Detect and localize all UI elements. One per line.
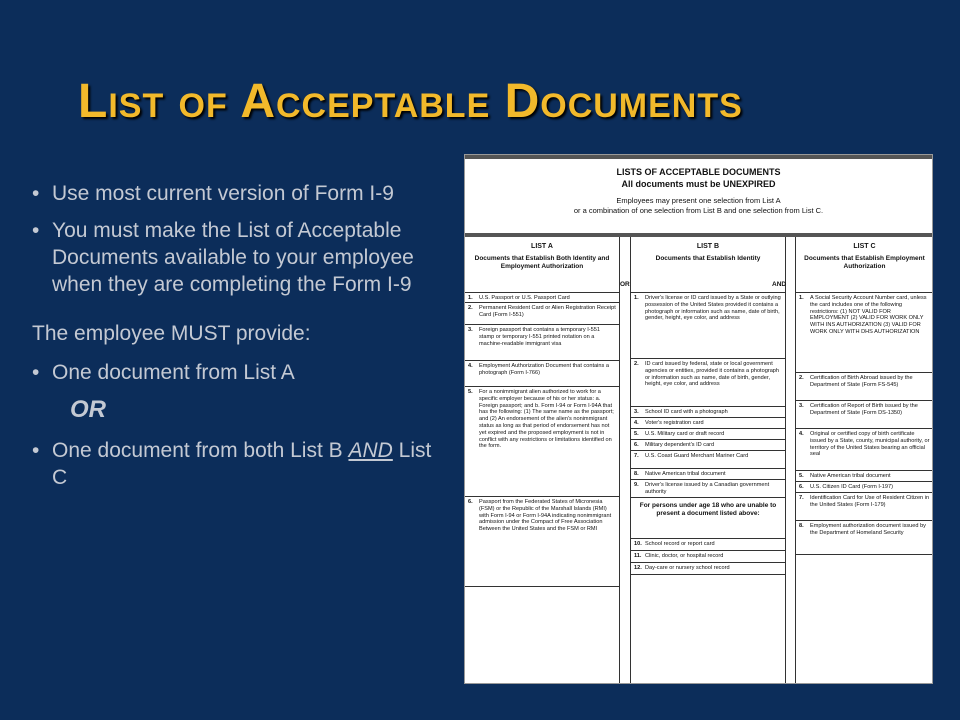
row-number: 6. (634, 442, 639, 448)
list-row (631, 359, 785, 407)
row-number: 4. (634, 420, 639, 426)
list-row (465, 497, 619, 587)
list-row (465, 293, 619, 303)
row-number: 4. (799, 431, 804, 437)
row-text: Driver's license issued by a Canadian government authority (645, 482, 770, 495)
list-b-desc: Documents that Establish Identity (655, 255, 761, 262)
row-text: U.S. Coast Guard Merchant Mariner Card (645, 453, 749, 459)
list-row (796, 401, 933, 429)
list-b-column (630, 237, 786, 683)
list-row (465, 303, 619, 325)
bullet-item (32, 359, 432, 386)
row-text: School ID card with a photograph (645, 409, 728, 415)
bullet-dot: • (32, 219, 40, 242)
row-number: 6. (799, 484, 804, 490)
row-text: Identification Card for Use of Resident Citizen in the United States (Form I-179) (810, 495, 930, 508)
row-text: Permanent Resident Card or Alien Registration Receipt Card (Form I-551) (479, 305, 616, 318)
row-number: 2. (634, 361, 639, 367)
row-text: Voter's registration card (645, 420, 704, 426)
list-c-column (795, 237, 933, 683)
slide-title: List of Acceptable Documents (78, 75, 743, 128)
row-number: 3. (799, 403, 804, 409)
form-instructions-2: or a combination of one selection from List B and one selection from List C. (573, 206, 824, 215)
and-emphasis: AND (348, 439, 393, 462)
and-separator: AND (772, 281, 787, 288)
row-text: Clinic, doctor, or hospital record (645, 553, 724, 559)
list-row (796, 429, 933, 471)
row-number: 2. (468, 305, 473, 311)
list-row (631, 429, 785, 440)
list-row (796, 471, 933, 482)
bullet-text: One document from List A (52, 361, 295, 384)
row-number: 5. (468, 389, 473, 395)
row-text: Driver's license or ID card issued by a State or outlying possession of the United States provided it contains a photograph or information such as name, date of birth, gender, height, eye color, and address (645, 295, 781, 322)
row-number: 3. (634, 409, 639, 415)
or-text: OR (70, 396, 106, 423)
row-number: 7. (799, 495, 804, 501)
list-a-name: LIST A (531, 243, 553, 250)
row-text: School record or report card (645, 541, 715, 547)
row-text: Certification of Birth Abroad issued by the Department of State (Form FS-545) (810, 375, 913, 388)
list-row (631, 563, 785, 575)
list-row (796, 293, 933, 373)
row-number: 4. (468, 363, 473, 369)
list-row (465, 387, 619, 497)
bullet-dot: • (32, 439, 40, 462)
row-number: 1. (799, 295, 804, 301)
row-number: 1. (634, 295, 639, 301)
list-a-header (465, 237, 619, 293)
bullet-text-prefix: One document from both List B (52, 439, 349, 462)
list-row (796, 521, 933, 555)
bullet-item (32, 217, 432, 298)
form-header-subtitle: All documents must be UNEXPIRED (621, 179, 776, 189)
list-row (631, 469, 785, 480)
form-top-bar (465, 155, 932, 159)
list-b-name: LIST B (696, 243, 720, 250)
list-b-header (631, 237, 785, 293)
row-text: For a nonimmigrant alien authorized to work for a specific employer because of his or her status: a. Foreign passport; and b. Form I-94 or Form I-94A that has the following: (1) The same name as the passport; and (2) An endorsement of the alien's nonimmigrant status as long as that period of endorsement has not yet expired and the proposed employment is not in conflict with any restrictions or limitations identified on the form. (479, 389, 614, 450)
row-text: Passport from the Federated States of Micronesia (FSM) or the Republic of the Marshall Islands (RMI) with Form I-94 or Form I-94A indicating nonimmigrant admission under the Compact of Free Association Between the United States and the FSM or RMI (479, 499, 612, 533)
bullet-item (32, 437, 432, 491)
list-row (631, 407, 785, 418)
list-row (631, 451, 785, 469)
bullet-dot: • (32, 182, 40, 205)
row-number: 8. (634, 471, 639, 477)
list-row (631, 539, 785, 551)
row-text: Native American tribal document (810, 473, 891, 479)
row-text: U.S. Citizen ID Card (Form I-197) (810, 484, 893, 490)
list-a-desc: Documents that Establish Both Identity and Employment Authorization (474, 255, 610, 270)
row-number: 5. (799, 473, 804, 479)
row-number: 1. (468, 295, 473, 301)
row-number: 7. (634, 453, 639, 459)
bullet-text: You must make the List of Acceptable Documents available to your employee when they are completing the Form I-9 (52, 219, 414, 296)
list-c-header (796, 237, 933, 293)
bullet-text: Use most current version of Form I-9 (52, 182, 394, 205)
form-instructions-1: Employees may present one selection from List A (616, 196, 781, 205)
list-row (631, 293, 785, 359)
form-header-title: LISTS OF ACCEPTABLE DOCUMENTS (616, 167, 781, 177)
row-number: 12. (634, 565, 642, 571)
row-number: 3. (468, 327, 473, 333)
row-number: 11. (634, 553, 642, 559)
i9-lists-image (464, 154, 933, 684)
list-b-items (631, 293, 785, 575)
row-text: U.S. Passport or U.S. Passport Card (479, 295, 570, 301)
row-text: U.S. Military card or draft record (645, 431, 725, 437)
minor-note: For persons under age 18 who are unable to present a document listed above: (631, 498, 785, 539)
row-text: Certification of Report of Birth issued by the Department of State (Form DS-1350) (810, 403, 918, 416)
list-row (796, 482, 933, 493)
list-row (631, 418, 785, 429)
row-number: 6. (468, 499, 473, 505)
list-row (465, 325, 619, 361)
row-number: 9. (634, 482, 639, 488)
bullet-dot: • (32, 361, 40, 384)
row-text: ID card issued by federal, state or local government agencies or entities, provided it contains a photograph or information such as name, date of birth, gender, height, eye color, and address (645, 361, 780, 388)
list-row (631, 480, 785, 498)
list-row (465, 361, 619, 387)
row-text: Day-care or nursery school record (645, 565, 730, 571)
row-text: Employment Authorization Document that contains a photograph (Form I-766) (479, 363, 609, 376)
list-row (631, 440, 785, 451)
row-text: Native American tribal document (645, 471, 726, 477)
row-text: A Social Security Account Number card, unless the card includes one of the following restrictions: (1) NOT VALID FOR EMPLOYMENT (2) VALID FOR WORK ONLY WITH INS AUTHORIZATION (3) VALID FOR WORK ONLY WITH DHS AUTHORIZATION (810, 295, 927, 335)
list-a-column (465, 237, 620, 683)
bullet-panel (32, 180, 432, 501)
row-text: Original or certified copy of birth certificate issued by a State, county, municipal authority, or territory of the United States bearing an official seal (810, 431, 930, 458)
list-row (631, 551, 785, 563)
must-provide-text: The employee MUST provide: (32, 322, 311, 345)
list-row (796, 493, 933, 521)
row-number: 10. (634, 541, 642, 547)
row-text: Employment authorization document issued by the Department of Homeland Security (810, 523, 926, 536)
or-separator: OR (620, 281, 630, 288)
bullet-item (32, 180, 432, 207)
list-row (796, 373, 933, 401)
list-c-items (796, 293, 933, 555)
row-number: 2. (799, 375, 804, 381)
list-c-name: LIST C (853, 243, 876, 250)
row-number: 8. (799, 523, 804, 529)
list-a-items (465, 293, 619, 587)
row-number: 5. (634, 431, 639, 437)
row-text: Foreign passport that contains a temporary I-551 stamp or temporary I-551 printed notation on a machine-readable immigrant visa (479, 327, 600, 347)
bullet-text-suffix: List C (52, 439, 432, 489)
row-text: Military dependent's ID card (645, 442, 715, 448)
list-c-desc: Documents that Establish Employment Authorization (804, 255, 925, 270)
